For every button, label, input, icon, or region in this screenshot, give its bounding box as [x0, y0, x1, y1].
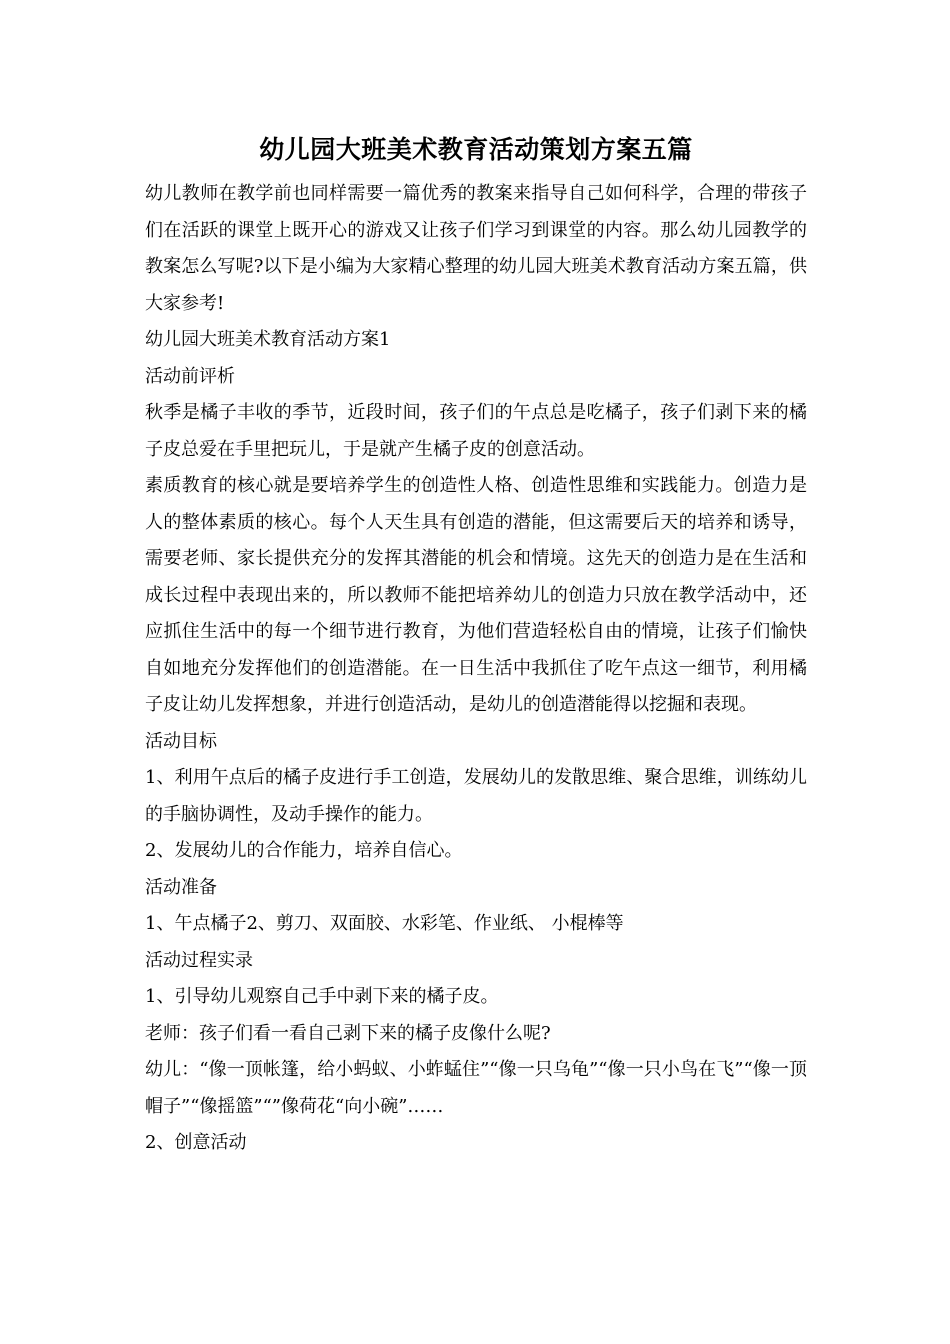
section-heading-plan-1: 幼儿园大班美术教育活动方案1: [145, 329, 391, 350]
subheading-pre-analysis: 活动前评析: [145, 365, 235, 387]
document-body: [145, 128, 807, 1162]
children-line: 幼儿：“像一顶帐篷，给小蚂蚁、小蚱蜢住”“像一只乌龟”“像一只小鸟在飞”“像一顶帽子”“像摇篮”“”像荷花“向小碗”……: [145, 1059, 807, 1117]
intro-paragraph: 幼儿教师在教学前也同样需要一篇优秀的教案来指导自己如何科学，合理的带孩子们在活跃的课堂上既开心的游戏又让孩子们学习到课堂的内容。那么幼儿园教学的教案怎么写呢?以下是小编为大家精心整理的幼儿园大班美术教育活动方案五篇，供大家参考!: [145, 183, 807, 314]
goal-item-2: 2、发展幼儿的合作能力，培养自信心。: [145, 840, 463, 861]
subheading-preparation: 活动准备: [145, 876, 217, 898]
preparation-item-1: 1、午点橘子2、剪刀、双面胶、水彩笔、作业纸、 小棍棒等: [145, 913, 624, 934]
goal-item-1: 1、利用午点后的橘子皮进行手工创造，发展幼儿的发散思维、聚合思维，训练幼儿的手脑协调性，及动手操作的能力。: [145, 767, 807, 825]
subheading-process: 活动过程实录: [145, 949, 253, 971]
process-item-1: 1、引导幼儿观察自己手中剥下来的橘子皮。: [145, 986, 499, 1007]
paragraph-creativity: 素质教育的核心就是要培养学生的创造性人格、创造性思维和实践能力。创造力是人的整体素质的核心。每个人天生具有创造的潜能，但这需要后天的培养和诱导，需要老师、家长提供充分的发挥其潜能的机会和情境。这先天的创造力是在生活和成长过程中表现出来的，所以教师不能把培养幼儿的创造力只放在教学活动中，还应抓住生活中的每一个细节进行教育，为他们营造轻松自由的情境，让孩子们愉快自如地充分发挥他们的创造潜能。在一日生活中我抓住了吃午点这一细节，利用橘子皮让幼儿发挥想象，并进行创造活动，是幼儿的创造潜能得以挖掘和表现。: [145, 475, 807, 715]
subheading-goals: 活动目标: [145, 730, 217, 752]
paragraph-autumn-oranges: 秋季是橘子丰收的季节，近段时间，孩子们的午点总是吃橘子，孩子们剥下来的橘子皮总爱在手里把玩儿，于是就产生橘子皮的创意活动。: [145, 402, 807, 460]
teacher-line: 老师：孩子们看一看自己剥下来的橘子皮像什么呢?: [145, 1022, 551, 1044]
document-title: 幼儿园大班美术教育活动策划方案五篇: [259, 135, 693, 164]
process-item-2: 2、创意活动: [145, 1132, 247, 1153]
